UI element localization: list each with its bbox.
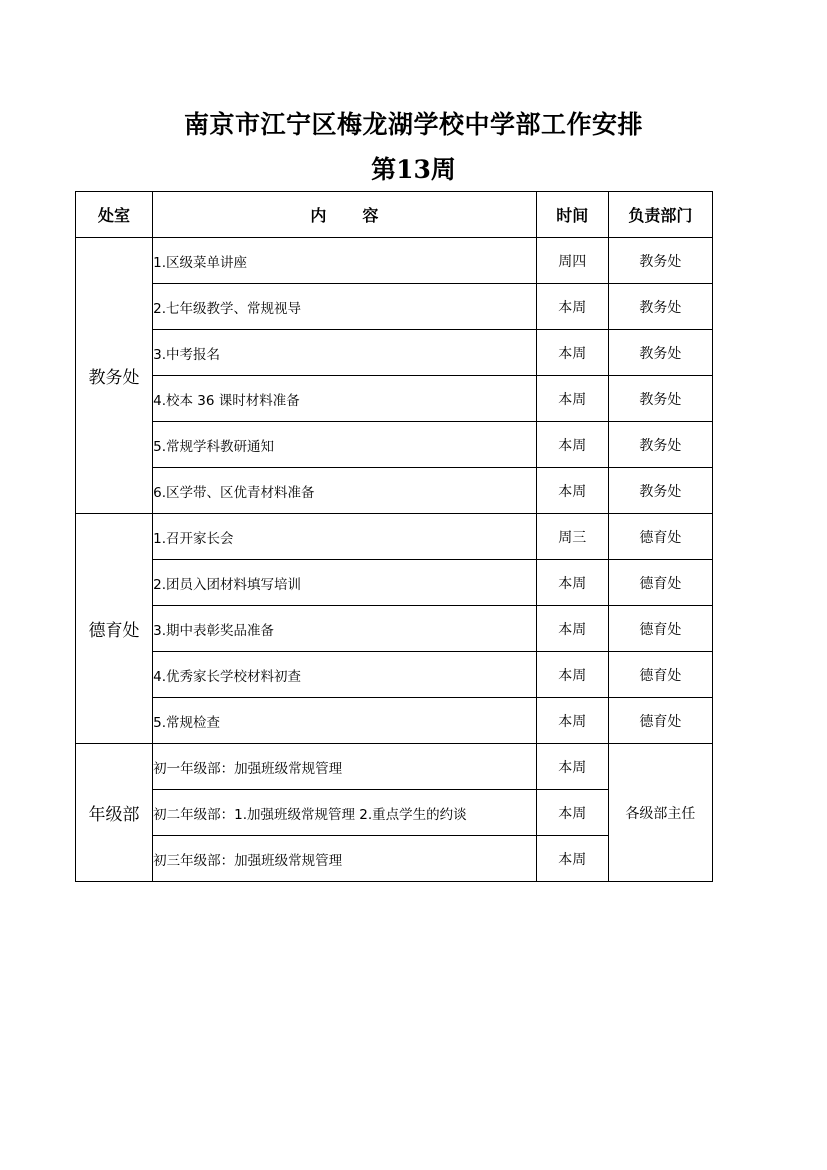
owner-cell: 教务处 [608,422,712,468]
content-cell: 4.优秀家长学校材料初查 [153,652,537,698]
table-row [76,560,713,606]
owner-cell: 德育处 [608,560,712,606]
time-cell: 本周 [536,790,608,836]
header-time: 时间 [536,192,608,238]
table-row [76,468,713,514]
owner-cell: 德育处 [608,606,712,652]
owner-cell: 教务处 [608,330,712,376]
content-cell: 4.校本 36 课时材料准备 [153,376,537,422]
table-row [76,330,713,376]
content-cell: 3.期中表彰奖品准备 [153,606,537,652]
content-cell: 初二年级部：1.加强班级常规管理 2.重点学生的约谈 [153,790,537,836]
table-row [76,514,713,560]
header-row [76,192,713,238]
owner-cell: 教务处 [608,468,712,514]
header-dept: 处室 [76,192,153,238]
time-cell: 周三 [536,514,608,560]
time-cell: 本周 [536,376,608,422]
table-row [76,606,713,652]
content-cell: 初三年级部：加强班级常规管理 [153,836,537,882]
week-heading: 第13周 [371,155,456,184]
time-cell: 本周 [536,652,608,698]
time-cell: 本周 [536,744,608,790]
content-cell: 2.团员入团材料填写培训 [153,560,537,606]
header-content [153,192,537,238]
content-cell: 6.区学带、区优青材料准备 [153,468,537,514]
content-cell: 初一年级部：加强班级常规管理 [153,744,537,790]
time-cell: 本周 [536,560,608,606]
content-cell: 1.召开家长会 [153,514,537,560]
dept-cell-moral-education: 德育处 [76,514,153,744]
owner-cell: 德育处 [608,514,712,560]
time-cell: 本周 [536,284,608,330]
time-cell: 本周 [536,468,608,514]
table-row [76,744,713,790]
owner-cell-grade-heads: 各级部主任 [608,744,712,882]
time-cell: 本周 [536,606,608,652]
table-row [76,698,713,744]
content-cell: 3.中考报名 [153,330,537,376]
time-cell: 周四 [536,238,608,284]
content-cell: 5.常规学科教研通知 [153,422,537,468]
table-row [76,284,713,330]
time-cell: 本周 [536,330,608,376]
content-cell: 5.常规检查 [153,698,537,744]
time-cell: 本周 [536,422,608,468]
dept-cell-academic: 教务处 [76,238,153,514]
table-row [76,652,713,698]
table-row [76,422,713,468]
dept-cell-grade-office: 年级部 [76,744,153,882]
owner-cell: 德育处 [608,698,712,744]
owner-cell: 教务处 [608,238,712,284]
header-owner: 负责部门 [608,192,712,238]
owner-cell: 教务处 [608,284,712,330]
schedule-table [75,191,713,882]
content-cell: 1.区级菜单讲座 [153,238,537,284]
header-content-right: 容 [362,206,379,225]
owner-cell: 教务处 [608,376,712,422]
time-cell: 本周 [536,836,608,882]
content-cell: 2.七年级教学、常规视导 [153,284,537,330]
time-cell: 本周 [536,698,608,744]
table-row [76,238,713,284]
owner-cell: 德育处 [608,652,712,698]
document-title: 南京市江宁区梅龙湖学校中学部工作安排 [183,110,643,139]
header-content-left: 内 [310,206,327,225]
table-row [76,376,713,422]
